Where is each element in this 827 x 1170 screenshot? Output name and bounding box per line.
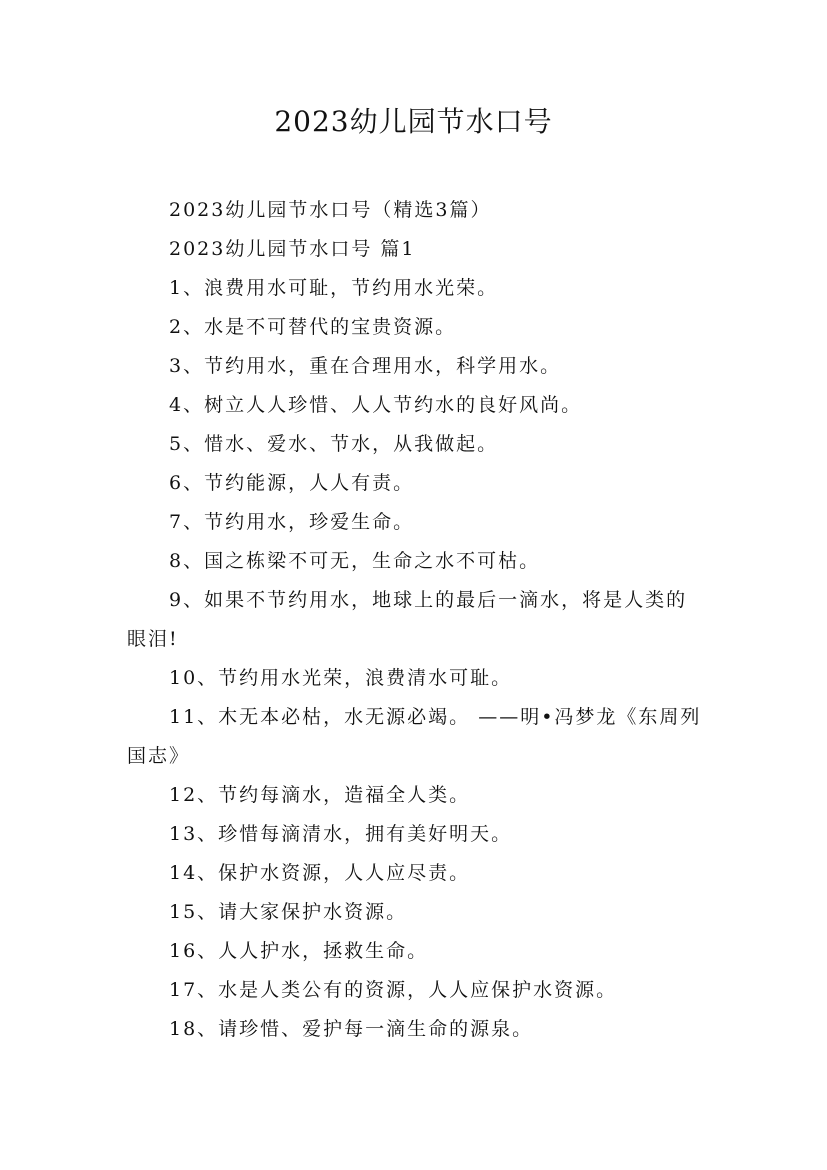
slogan-item: 13、珍惜每滴清水，拥有美好明天。: [169, 823, 513, 845]
document-title: 2023幼儿园节水口号: [274, 105, 553, 138]
slogan-item: 2、水是不可替代的宝贵资源。: [169, 316, 457, 338]
document-body: [127, 191, 705, 1049]
slogan-item: 11、木无本必枯，水无源必竭。 ——明•冯梦龙《东周列国志》: [127, 706, 702, 767]
slogan-item: 17、水是人类公有的资源，人人应保护水资源。: [169, 979, 618, 1001]
slogan-item: 5、惜水、爱水、节水，从我做起。: [169, 433, 499, 455]
slogan-item: 9、如果不节约用水，地球上的最后一滴水，将是人类的眼泪!: [127, 589, 688, 650]
slogan-item: 4、树立人人珍惜、人人节约水的良好风尚。: [169, 394, 583, 416]
slogan-item: 1、浪费用水可耻，节约用水光荣。: [169, 277, 499, 299]
slogan-item: 7、节约用水，珍爱生命。: [169, 511, 415, 533]
slogan-item: 16、人人护水，拯救生命。: [169, 940, 429, 962]
slogan-item: 12、节约每滴水，造福全人类。: [169, 784, 471, 806]
slogan-item: 6、节约能源，人人有责。: [169, 472, 415, 494]
slogan-item: 3、节约用水，重在合理用水，科学用水。: [169, 355, 562, 377]
paragraph-section-heading: 2023幼儿园节水口号 篇1: [169, 238, 416, 260]
slogan-item: 15、请大家保护水资源。: [169, 901, 408, 923]
slogan-item: 10、节约用水光荣，浪费清水可耻。: [169, 667, 513, 689]
paragraph-subtitle: 2023幼儿园节水口号（精选3篇）: [169, 199, 492, 221]
slogan-item: 18、请珍惜、爱护每一滴生命的源泉。: [169, 1018, 534, 1040]
slogan-item: 8、国之栋梁不可无，生命之水不可枯。: [169, 550, 541, 572]
slogan-item: 14、保护水资源，人人应尽责。: [169, 862, 471, 884]
